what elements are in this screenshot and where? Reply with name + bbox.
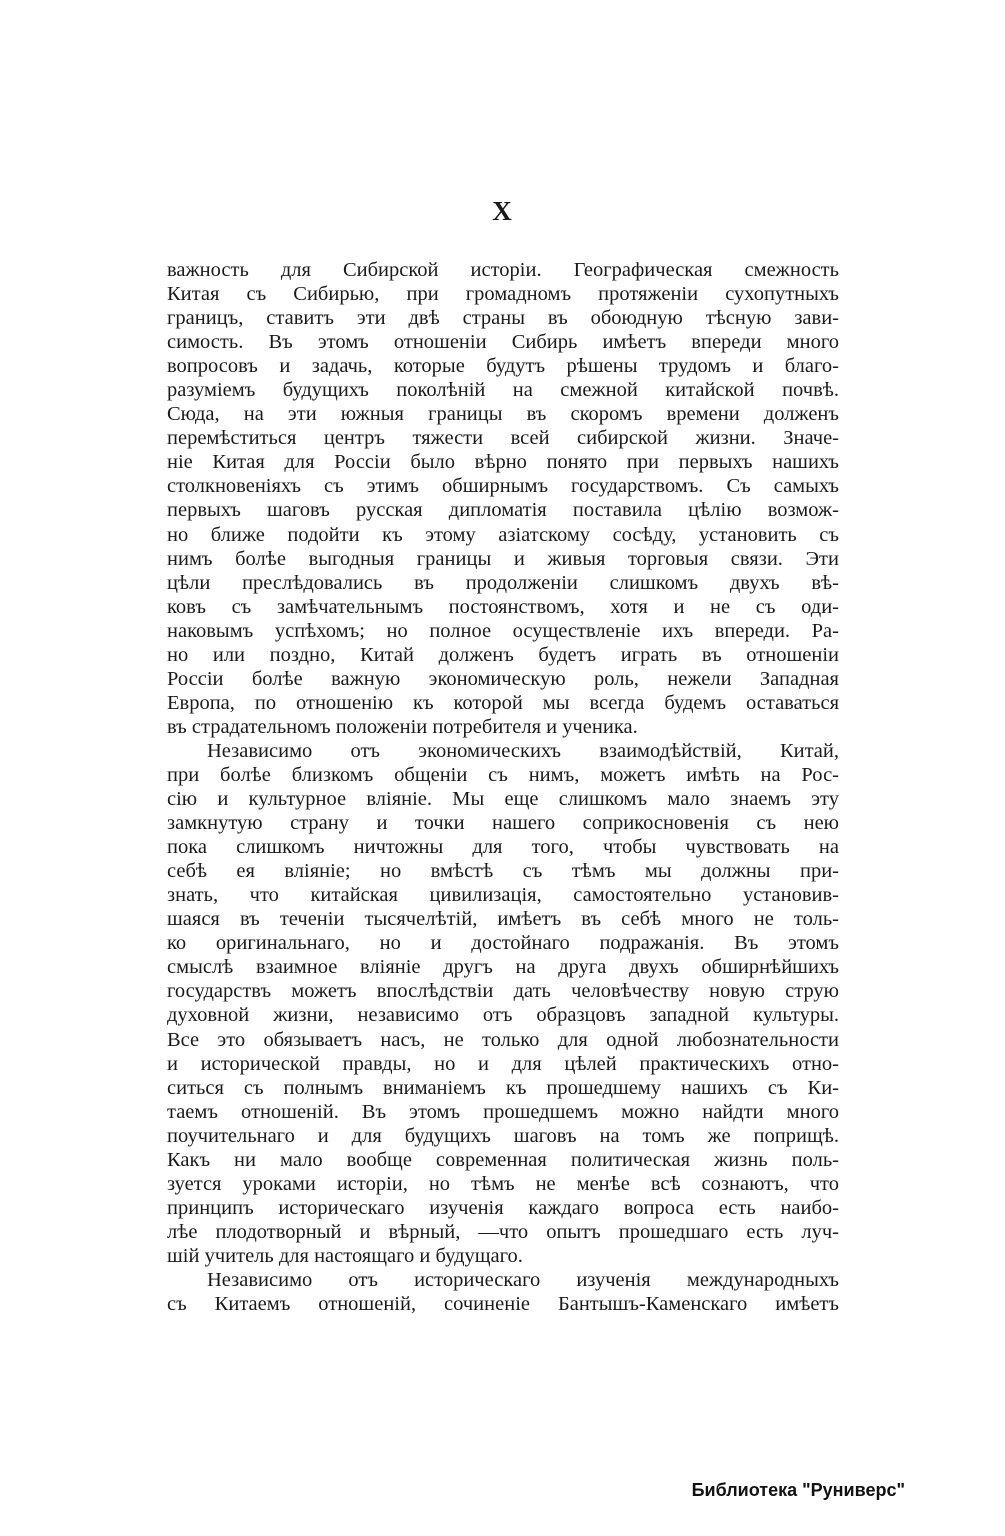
text-line: Независимо отъ историческаго изученія международныхъ: [207, 1268, 839, 1291]
text-line: знать, что китайская цивилизація, самостоятельно установив-: [167, 884, 839, 907]
text-line: смыслѣ взаимное вліяніе другъ на друга двухъ обширнѣйшихъ: [167, 956, 839, 979]
text-line: симость. Въ этомъ отношеніи Сибирь имѣетъ впереди много: [167, 331, 839, 354]
text-line: съ Китаемъ отношеній, сочиненіе Бантышъ-Каменскаго имѣетъ: [167, 1293, 839, 1316]
text-line: замкнутую страну и точки нашего соприкосновенія съ нею: [167, 812, 839, 835]
text-line: но или поздно, Китай долженъ будетъ играть въ отношеніи: [167, 643, 839, 666]
text-line: нимъ болѣе выгодныя границы и живыя торговыя связи. Эти: [167, 547, 839, 570]
text-line: Россіи болѣе важную экономическую роль, нежели Западная: [167, 667, 839, 690]
text-line: и исторической правды, но и для цѣлей практическихъ отно-: [167, 1052, 839, 1075]
text-line: таемъ отношеній. Въ этомъ прошедшемъ можно найдти много: [167, 1100, 839, 1123]
text-line: шій учитель для настоящаго и будущаго.: [167, 1244, 523, 1267]
text-line: разуміемъ будущихъ поколѣній на смежной китайской почвѣ.: [167, 379, 839, 402]
text-line: Сюда, на эти южныя границы въ скоромъ времени долженъ: [167, 403, 839, 426]
body-text: [167, 258, 839, 1316]
text-line: вопросовъ и задачь, которые будутъ рѣшены трудомъ и благо-: [167, 355, 839, 378]
page-number: X: [492, 196, 513, 226]
text-line: себѣ ея вліяніе; но вмѣстѣ съ тѣмъ мы должны при-: [167, 860, 839, 883]
text-line: Все это обязываетъ насъ, не только для одной любознательности: [167, 1028, 839, 1051]
text-line: Европа, по отношенію къ которой мы всегда будемъ оставаться: [167, 691, 839, 714]
text-line: сію и культурное вліяніе. Мы еще слишкомъ мало знаемъ эту: [167, 788, 839, 811]
text-line: въ страдательномъ положеніи потребителя и ученика.: [167, 715, 638, 738]
text-line: но ближе подойти къ этому азіатскому сосѣду, установить съ: [167, 523, 839, 546]
text-line: наковымъ успѣхомъ; но полное осуществленіе ихъ впереди. Ра-: [167, 619, 839, 642]
text-line: духовной жизни, независимо отъ образцовъ западной культуры.: [167, 1004, 839, 1027]
text-line: ко оригинальнаго, но и достойнаго подражанія. Въ этомъ: [167, 932, 839, 955]
text-line: лѣе плодотворный и вѣрный, —что опытъ прошедшаго есть луч-: [167, 1220, 839, 1243]
text-line: ситься съ полнымъ вниманіемъ къ прошедшему нашихъ съ Ки-: [167, 1076, 839, 1099]
text-line: пока слишкомъ ничтожны для того, чтобы чувствовать на: [167, 836, 839, 859]
text-line: при болѣе близкомъ общеніи съ нимъ, можетъ имѣть на Рос-: [167, 763, 839, 786]
text-line: перемѣститься центръ тяжести всей сибирской жизни. Значе-: [167, 427, 839, 450]
text-line: поучительнаго и для будущихъ шаговъ на томъ же поприщѣ.: [167, 1124, 839, 1147]
text-line: важность для Сибирской исторіи. Географическая смежность: [167, 259, 839, 281]
text-line: шаяся въ теченіи тысячелѣтій, имѣетъ въ себѣ много не толь-: [167, 908, 839, 931]
library-watermark: Библиотека "Руниверс": [691, 1480, 905, 1500]
text-line: государствъ можетъ впослѣдствіи дать человѣчеству новую струю: [167, 980, 839, 1003]
text-line: столкновеніяхъ съ этимъ обширнымъ государствомъ. Съ самыхъ: [167, 475, 839, 498]
text-line: Китая съ Сибирью, при громадномъ протяженіи сухопутныхъ: [167, 283, 839, 306]
text-line: границъ, ставитъ эти двѣ страны въ обоюдную тѣсную зави-: [167, 307, 839, 330]
text-line: первыхъ шаговъ русская дипломатія поставила цѣлію возмож-: [167, 499, 839, 522]
text-line: цѣли преслѣдовались въ продолженіи слишкомъ двухъ вѣ-: [167, 571, 839, 594]
text-line: Независимо отъ экономическихъ взаимодѣйствій, Китай,: [207, 739, 839, 762]
text-line: ковъ съ замѣчательнымъ постоянствомъ, хотя и не съ оди-: [167, 595, 839, 618]
text-line: ніе Китая для Россіи было вѣрно понято при первыхъ нашихъ: [167, 451, 839, 474]
text-line: зуется уроками исторіи, но тѣмъ не менѣе всѣ сознаютъ, что: [167, 1172, 839, 1195]
text-line: принципъ историческаго изученія каждаго вопроса есть наибо-: [167, 1196, 839, 1219]
text-line: Какъ ни мало вообще современная политическая жизнь поль-: [167, 1148, 839, 1171]
